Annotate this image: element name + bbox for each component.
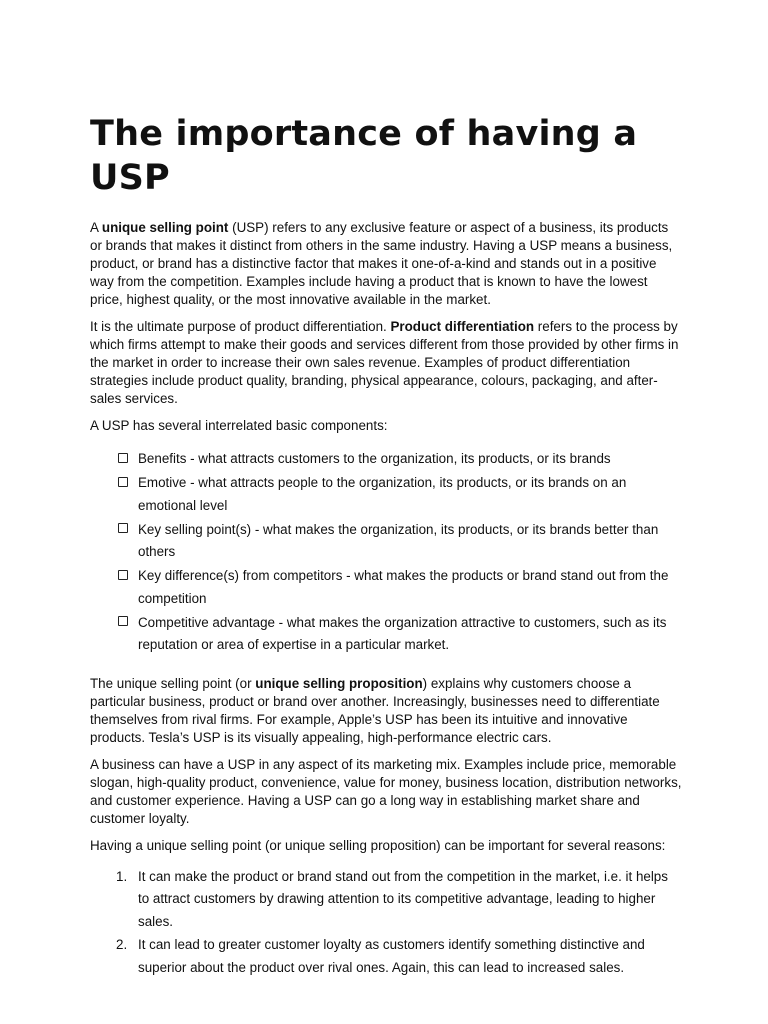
page-title: The importance of having a USP <box>90 114 638 198</box>
reasons-list <box>90 866 682 980</box>
reason-item <box>118 866 682 934</box>
checkbox-icon[interactable] <box>118 616 128 626</box>
p4-suffix: ) explains why customers choose a particular business, product or brand over another. Increasingly, businesses need to differentiate themselves from rival firms. For example, Apple’s USP has been its intuitive and innovative products. Tesla’s USP is its visually appealing, high-performance electric cars. <box>90 675 660 745</box>
p2-prefix: It is the ultimate purpose of product differentiation. <box>90 319 391 334</box>
p2-suffix: refers to the process by which firms attempt to make their goods and services different from those provided by other firms in the market in order to increase their own sales revenue. Examples of product differentiation strategies include product quality, branding, physical appearance, colours, packaging, and after-sales services. <box>90 319 679 406</box>
checklist-item <box>118 472 682 517</box>
checklist-item-text: Key difference(s) from competitors - what makes the products or brand stand out from the competition <box>138 568 669 606</box>
paragraph-reasons-intro: Having a unique selling point (or unique selling proposition) can be important for several reasons: <box>90 837 666 853</box>
checklist-item-text: Key selling point(s) - what makes the organization, its products, or its brands better than others <box>138 521 659 559</box>
checklist-item <box>118 565 682 610</box>
reason-item <box>118 934 682 979</box>
p2-bold-term: Product differentiation <box>390 319 535 334</box>
checklist-item-text: Emotive - what attracts people to the organization, its products, or its brands on an emotional level <box>138 475 627 513</box>
p4-prefix: The unique selling point (or <box>90 675 256 691</box>
p1-bold-term: unique selling point <box>101 220 229 235</box>
reason-number: 2. <box>116 937 128 952</box>
p4-bold-term: unique selling proposition <box>255 675 423 691</box>
p1-suffix: (USP) refers to any exclusive feature or aspect of a business, its products or brands that makes it distinct from others in the same industry. Having a USP means a business, product, or brand has a distinctive factor that makes it one-of-a-kind and stands out in a positive way from the competition. Examples include having a product that is known to have the lowest price, highest quality, or the most innovative available in the market. <box>90 220 673 307</box>
checkbox-icon[interactable] <box>118 453 128 463</box>
checklist-item <box>118 612 682 657</box>
checkbox-icon[interactable] <box>118 570 128 580</box>
checklist-item <box>118 448 682 471</box>
checklist-item-text: Competitive advantage - what makes the organization attractive to customers, such as its reputation or area of expertise in a particular market. <box>138 614 667 652</box>
checkbox-icon[interactable] <box>118 477 128 487</box>
reason-number: 1. <box>116 868 128 884</box>
checklist-item-text: Benefits - what attracts customers to the organization, its products, or its brands <box>138 451 611 466</box>
checkbox-icon[interactable] <box>118 523 128 533</box>
paragraph-unique-selling-proposition <box>90 675 682 747</box>
document-page <box>90 112 682 980</box>
paragraph-product-differentiation <box>90 318 682 408</box>
reason-text: It can make the product or brand stand out from the competition in the market, i.e. it helps to attract customers by drawing attention to its competitive advantage, leading to higher sales. <box>138 868 668 929</box>
paragraph-usp-definition <box>90 219 682 309</box>
paragraph-components-intro: A USP has several interrelated basic components: <box>90 418 388 433</box>
checklist-item <box>118 519 682 564</box>
reason-text: It can lead to greater customer loyalty as customers identify something distinctive and superior about the product over rival ones. Again, this can lead to increased sales. <box>138 937 645 975</box>
paragraph-marketing-mix: A business can have a USP in any aspect of its marketing mix. Examples include price, memorable slogan, high-quality product, convenience, value for money, business location, distribution networks, and customer experience. Having a USP can go a long way in establishing market share and customer loyalty. <box>90 756 682 826</box>
p1-prefix: A <box>90 220 102 235</box>
components-checklist <box>90 448 682 657</box>
